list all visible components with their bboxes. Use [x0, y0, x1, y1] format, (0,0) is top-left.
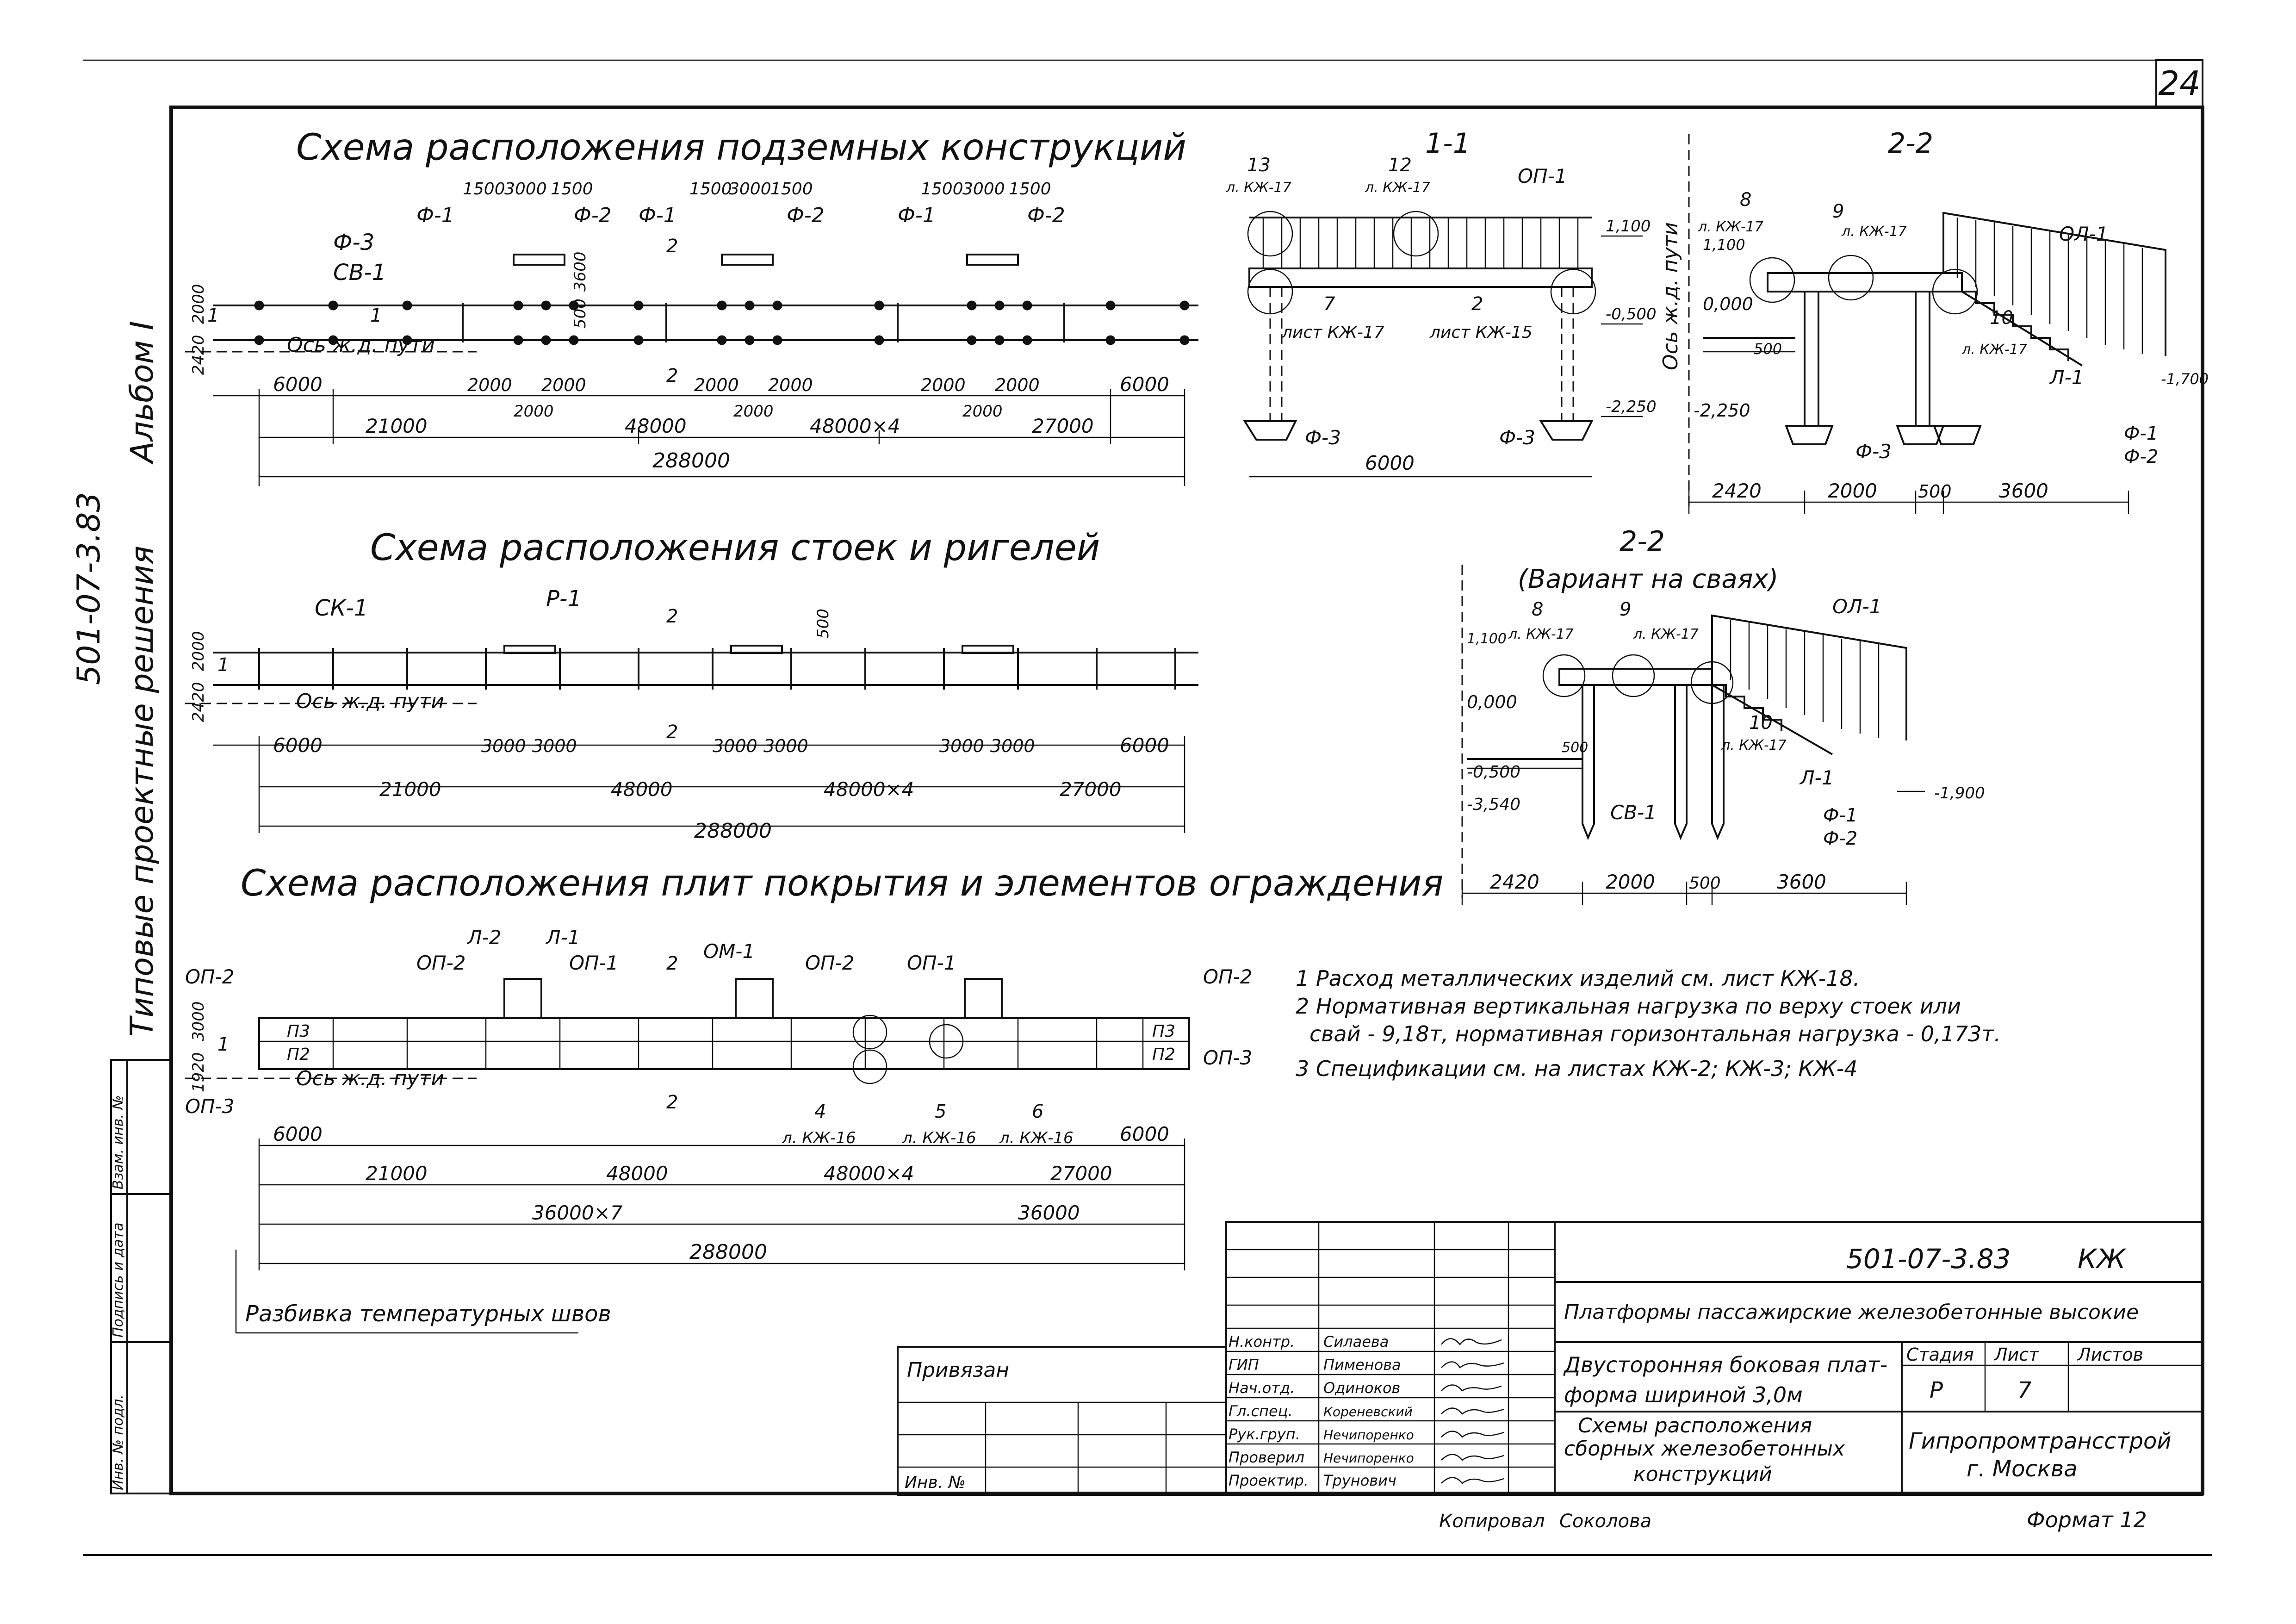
sheet-frame: [83, 60, 2212, 1555]
section22-label-f1: Ф-1: [2124, 423, 2159, 444]
plan3-label-op2-b: ОП-2: [805, 952, 855, 974]
section11-callout-2: 2: [1471, 293, 1483, 315]
section22v-subtitle: (Вариант на сваях): [1518, 564, 1779, 594]
plan1-mid-dim-8: 2000: [995, 375, 1040, 395]
plan1-title: Схема расположения подземных конструкций: [296, 127, 1187, 168]
tb-role-4: Гл.спец.: [1229, 1402, 1293, 1420]
plan1-bay-dim-1: 6000: [273, 373, 323, 396]
tb-signatures: [1441, 1339, 1504, 1484]
section22-callout-9: 9: [1832, 201, 1844, 222]
plan3-section-mark-1: 1: [217, 1034, 230, 1055]
section22-dim-3600: 3600: [1999, 479, 2048, 502]
plan3-section-mark-2a: 2: [666, 953, 678, 974]
section22-callout-10: 10: [1990, 307, 2013, 329]
plan1-top-dim-3: 1500: [551, 180, 593, 199]
section11-level-0500: -0,500: [1606, 305, 1657, 324]
section11-title: 1-1: [1425, 127, 1471, 160]
plan3-axis-label: Ось ж.д. пути: [296, 1067, 444, 1090]
plan3-label-op1-b: ОП-1: [907, 952, 956, 974]
plan2-bay-dim-3: 48000: [611, 778, 673, 801]
tb-role-3: Нач.отд.: [1229, 1379, 1295, 1397]
section22v-label-f2: Ф-2: [1823, 828, 1858, 849]
section22v-callout-8: 8: [1532, 599, 1544, 620]
plan1-label-f2a: Ф-2: [574, 204, 612, 227]
plan1-top-dim-4: 1500: [689, 180, 732, 199]
section22-callout-9-sheet: л. КЖ-17: [1842, 224, 1907, 240]
section11-callout-2-sheet: лист КЖ-15: [1430, 323, 1533, 342]
plan3-label-op2-a: ОП-2: [416, 952, 466, 974]
plan1-mid-dim-2: 2000: [541, 375, 586, 395]
section11-level-1100: 1,100: [1606, 217, 1651, 236]
section22-callout-8-sheet: л. КЖ-17: [1698, 219, 1763, 235]
tb-name-5: Нечипоренко: [1323, 1427, 1414, 1443]
plan1-label-f1b: Ф-1: [639, 204, 676, 227]
side-series-label: Типовые проектные решения: [124, 546, 161, 1037]
section22-level-1100: 1,100: [1703, 236, 1745, 254]
tb-copied: Копировал: [1439, 1511, 1545, 1532]
tb-sheet-title1: Схемы расположения: [1578, 1414, 1812, 1437]
tb-org1: Гипропромтрансстрой: [1909, 1428, 2172, 1454]
section22-callout-8: 8: [1740, 189, 1752, 211]
side-stamp-inv: Инв. № подл.: [110, 1394, 126, 1490]
plan3-callout-4-num: 4: [814, 1101, 826, 1122]
plan1-top-dim-9: 1500: [1009, 180, 1051, 199]
tb-name-4: Кореневский: [1323, 1404, 1413, 1419]
sheet-number: 24: [2158, 64, 2201, 103]
plan2-mid-dim-1: 3000: [481, 736, 526, 756]
plan3-label-op3-left: ОП-3: [185, 1095, 235, 1118]
plan3-joint-dim-1: 36000×7: [532, 1201, 623, 1224]
plan-columns-beams: [185, 527, 1198, 843]
section22v-label-f1: Ф-1: [1823, 805, 1858, 826]
tb-name-7: Трунович: [1323, 1472, 1396, 1489]
plan3-slab-p3-right: П3: [1152, 1022, 1175, 1041]
plan1-label-sv1: СВ-1: [333, 260, 386, 286]
section22-level-0000: 0,000: [1703, 294, 1753, 314]
plan3-total-dim: 288000: [689, 1240, 767, 1264]
plan1-mid-dim-6: 2000: [733, 402, 774, 421]
tb-stage-value: Р: [1930, 1377, 1943, 1403]
section22v-callout-10-sheet: л. КЖ-17: [1721, 737, 1787, 753]
section22v-label-500: 500: [1562, 740, 1589, 756]
section22v-title: 2-2: [1620, 525, 1665, 558]
note-3: 3 Спецификации см. на листах КЖ-2; КЖ-3; КЖ-4: [1296, 1056, 1858, 1081]
section22v-level-3540: -3,540: [1467, 795, 1521, 814]
section22-axis-label: Ось ж.д. пути: [1659, 222, 1682, 370]
plan1-section-mark-2a: 2: [666, 236, 678, 257]
plan1-total-dim: 288000: [652, 449, 730, 473]
plan2-side-dim-2: 2000: [189, 631, 208, 671]
plan3-callout-6-sheet: л. КЖ-16: [999, 1129, 1074, 1147]
tb-project: Платформы пассажирские железобетонные высокие: [1564, 1300, 2139, 1324]
side-stamp-sign: Подпись и дата: [110, 1222, 126, 1338]
plan2-side-dim-3: 500: [814, 609, 832, 639]
plan1-top-dim-5: 3000: [729, 180, 771, 199]
plan1-bay-dim-3: 48000: [625, 415, 687, 437]
section11-callout-7-sheet: лист КЖ-17: [1282, 323, 1384, 342]
plan3-bay-dim-5: 27000: [1050, 1162, 1112, 1185]
tb-inv: Инв. №: [905, 1473, 966, 1492]
plan3-bay-dim-1: 6000: [273, 1123, 323, 1145]
plan3-bay-dim-2: 21000: [366, 1162, 428, 1185]
plan3-slab-p3-left: П3: [287, 1022, 310, 1041]
plan1-mid-dim-4: 2000: [694, 375, 739, 395]
tb-sheet-title2: сборных железобетонных: [1564, 1437, 1845, 1461]
section11-callout-13-sheet: л. КЖ-17: [1226, 180, 1291, 196]
section22v-callout-9: 9: [1620, 599, 1632, 620]
plan2-mid-dim-5: 3000: [939, 736, 984, 756]
section11-callout-13: 13: [1247, 155, 1271, 176]
section22-label-f3: Ф-3: [1855, 440, 1892, 463]
tb-sheet-header: Лист: [1994, 1344, 2039, 1365]
section22v-callout-10: 10: [1749, 712, 1773, 734]
plan1-side-dim-1: 2420: [189, 335, 208, 375]
section22-label-500: 500: [1754, 340, 1782, 358]
section22v-level-0500: -0,500: [1467, 763, 1521, 782]
plan1-label-f3: Ф-3: [333, 230, 375, 255]
section22-dim-2000: 2000: [1828, 479, 1877, 502]
section22v-dim-500: 500: [1689, 874, 1721, 893]
plan3-label-op2-left: ОП-2: [185, 965, 235, 988]
plan2-mid-dim-4: 3000: [763, 736, 808, 756]
plan3-bay-dim-3: 48000: [606, 1162, 668, 1185]
plan3-label-l2: Л-2: [467, 926, 502, 949]
tb-desc1: Двусторонняя боковая плат-: [1564, 1352, 1888, 1377]
section22v-label-ol1: ОЛ-1: [1832, 595, 1882, 618]
plan1-section-mark-2b: 2: [666, 365, 678, 386]
tb-name-3: Одиноков: [1323, 1379, 1401, 1397]
title-block: [898, 1222, 2203, 1532]
plan1-top-dim-6: 1500: [770, 180, 813, 199]
plan1-bay-dim-5: 27000: [1032, 415, 1094, 437]
tb-role-6: Проверил: [1229, 1449, 1305, 1466]
tb-name-1: Силаева: [1323, 1333, 1389, 1350]
plan3-callout-5-sheet: л. КЖ-16: [902, 1129, 976, 1147]
plan3-label-op1-a: ОП-1: [569, 952, 619, 974]
plan3-side-dim-1: 1920: [189, 1052, 208, 1092]
plan1-label-f1c: Ф-1: [898, 204, 936, 227]
tb-privyazan: Привязан: [907, 1358, 1010, 1382]
plan3-title: Схема расположения плит покрытия и элементов ограждения: [241, 863, 1444, 904]
section11-label-f3-left: Ф-3: [1305, 426, 1341, 449]
plan2-bay-dim-1: 6000: [273, 734, 323, 757]
plan2-total-dim: 288000: [694, 819, 772, 843]
side-album-label: Альбом I: [124, 321, 161, 463]
plan3-joint-dim-2: 36000: [1018, 1201, 1080, 1224]
plan1-side-dim-3: 3600: [571, 251, 590, 292]
section22v-label-sv1: СВ-1: [1610, 801, 1657, 824]
plan1-top-dim-7: 1500: [921, 180, 963, 199]
plan1-side-dim-2: 2000: [189, 284, 208, 324]
plan-underground: [185, 127, 1198, 486]
plan-slabs-fences: [185, 863, 1443, 1333]
section11-label-f3-right: Ф-3: [1499, 426, 1536, 449]
tb-code: 501-07-3.83: [1846, 1243, 2011, 1275]
plan1-label-f1a: Ф-1: [416, 204, 454, 227]
section-2-2-piles: [1462, 525, 1985, 905]
plan3-bay-dim-6: 6000: [1120, 1123, 1169, 1145]
plan2-bay-dim-5: 27000: [1060, 778, 1122, 801]
plan2-mid-dim-3: 3000: [713, 736, 757, 756]
plan1-mid-dim-9: 2000: [962, 402, 1003, 421]
tb-role-2: ГИП: [1229, 1356, 1259, 1374]
plan2-section-mark-2a: 2: [666, 606, 678, 627]
plan1-bay-dim-2: 21000: [366, 415, 428, 437]
tb-sheet-value: 7: [2017, 1377, 2032, 1403]
tb-format: Формат 12: [2027, 1507, 2147, 1532]
tb-name-2: Пименова: [1323, 1356, 1401, 1374]
plan2-section-mark-1: 1: [217, 654, 230, 676]
section11-level-2250: -2,250: [1606, 398, 1657, 416]
section22v-level-1100: 1,100: [1467, 631, 1507, 647]
plan2-side-dim-1: 2420: [189, 682, 208, 722]
plan1-top-dim-2: 3000: [504, 180, 547, 199]
section22v-callout-8-sheet: л. КЖ-17: [1508, 626, 1574, 642]
plan3-label-op3-right: ОП-3: [1203, 1046, 1253, 1069]
plan3-slab-p2-right: П2: [1152, 1045, 1175, 1064]
tb-sheet-title3: конструкций: [1633, 1462, 1772, 1486]
plan1-bay-dim-4: 48000×4: [810, 415, 900, 437]
plan2-mid-dim-6: 3000: [990, 736, 1035, 756]
plan2-label-sk1: СК-1: [315, 595, 368, 621]
note-2: 2 Нормативная вертикальная нагрузка по верху стоек или: [1296, 994, 1961, 1019]
plan2-bay-dim-6: 6000: [1120, 734, 1169, 757]
section22v-dim-2420: 2420: [1490, 871, 1539, 893]
plan1-mid-dim-3: 2000: [514, 402, 554, 421]
plan1-top-dim-1: 1500: [463, 180, 505, 199]
section11-callout-12-sheet: л. КЖ-17: [1365, 180, 1430, 196]
plan2-section-mark-2b: 2: [666, 722, 678, 743]
section22v-label-l1: Л-1: [1800, 766, 1834, 789]
plan1-top-dim-8: 3000: [962, 180, 1005, 199]
plan1-bay-dim-6: 6000: [1120, 373, 1169, 396]
plan3-label-om1: ОМ-1: [703, 940, 755, 963]
section22v-level-1900: -1,900: [1934, 784, 1985, 803]
plan1-side-dim-4: 500: [571, 299, 590, 329]
section-2-2: [1659, 127, 2209, 514]
plan3-callout-4-sheet: л. КЖ-16: [782, 1129, 856, 1147]
plan3-section-mark-2b: 2: [666, 1092, 678, 1113]
plan3-slab-p2-left: П2: [287, 1045, 310, 1064]
plan3-side-dim-2: 3000: [189, 1001, 208, 1041]
tb-role-1: Н.контр.: [1229, 1333, 1295, 1350]
note-1: 1 Расход металлических изделий см. лист КЖ-18.: [1296, 966, 1860, 991]
plan1-label-f2b: Ф-2: [787, 204, 825, 227]
section22-level-1700: -1,700: [2161, 370, 2209, 388]
section11-span-dim: 6000: [1365, 452, 1415, 474]
section-1-1: [1226, 127, 1657, 477]
plan3-joints-note: Разбивка температурных швов: [245, 1301, 611, 1327]
section22-label-ol1: ОЛ-1: [2059, 223, 2109, 245]
side-stamp-repl: Взам. инв. №: [110, 1095, 126, 1189]
plan2-axis-label: Ось ж.д. пути: [296, 690, 444, 713]
plan3-label-l1: Л-1: [546, 926, 580, 949]
tb-sheets-header: Листов: [2078, 1344, 2143, 1365]
plan1-axis-label: Ось ж.д. пути: [287, 333, 435, 357]
section11-callout-7: 7: [1323, 293, 1335, 315]
tb-mark: КЖ: [2078, 1243, 2126, 1275]
section22v-level-0000: 0,000: [1467, 692, 1517, 712]
section22-title: 2-2: [1888, 127, 1933, 160]
side-code-label: 501-07-3.83: [71, 492, 107, 685]
plan1-mid-dim-5: 2000: [768, 375, 813, 395]
tb-copier: Соколова: [1559, 1511, 1652, 1532]
section22-level-2250: -2,250: [1694, 400, 1750, 421]
plan2-title: Схема расположения стоек и ригелей: [370, 527, 1100, 569]
plan3-callout-5-num: 5: [935, 1101, 947, 1122]
plan2-bay-dim-2: 21000: [379, 778, 441, 801]
plan3-callout-6-num: 6: [1032, 1101, 1044, 1122]
tb-role-5: Рук.груп.: [1229, 1425, 1300, 1443]
section22-label-l1: Л-1: [2050, 366, 2084, 389]
tb-role-7: Проектир.: [1229, 1472, 1309, 1489]
section11-label-op1: ОП-1: [1518, 165, 1567, 187]
plan1-mid-dim-7: 2000: [921, 375, 966, 395]
plan2-mid-dim-2: 3000: [532, 736, 577, 756]
tb-desc2: форма шириной 3,0м: [1564, 1382, 1803, 1407]
plan3-bay-dim-4: 48000×4: [824, 1162, 914, 1185]
section22v-dim-2000: 2000: [1606, 871, 1655, 893]
section22v-dim-3600: 3600: [1777, 871, 1826, 893]
section22-label-f2: Ф-2: [2124, 446, 2159, 467]
plan2-label-r1: Р-1: [546, 586, 582, 612]
section22v-callout-9-sheet: л. КЖ-17: [1633, 626, 1699, 642]
plan1-label-f2c: Ф-2: [1027, 204, 1065, 227]
plan1-section-mark-1a: 1: [207, 305, 219, 326]
note-2-cont: свай - 9,18т, нормативная горизонтальная нагрузка - 0,173т.: [1309, 1021, 2001, 1046]
general-notes: [1296, 966, 2001, 1081]
tb-stage-header: Стадия: [1906, 1344, 1974, 1365]
plan1-mid-dim-1: 2000: [467, 375, 512, 395]
section22-dim-2420: 2420: [1712, 479, 1762, 502]
plan1-section-mark-1b: 1: [370, 305, 382, 326]
section22-dim-500: 500: [1918, 481, 1952, 502]
plan2-bay-dim-4: 48000×4: [824, 778, 914, 801]
section11-callout-12: 12: [1388, 155, 1412, 176]
section22-callout-10-sheet: л. КЖ-17: [1962, 342, 2027, 358]
tb-org2: г. Москва: [1967, 1456, 2078, 1482]
plan3-label-op2-right: ОП-2: [1203, 965, 1253, 988]
tb-name-6: Нечипоренко: [1323, 1450, 1414, 1466]
